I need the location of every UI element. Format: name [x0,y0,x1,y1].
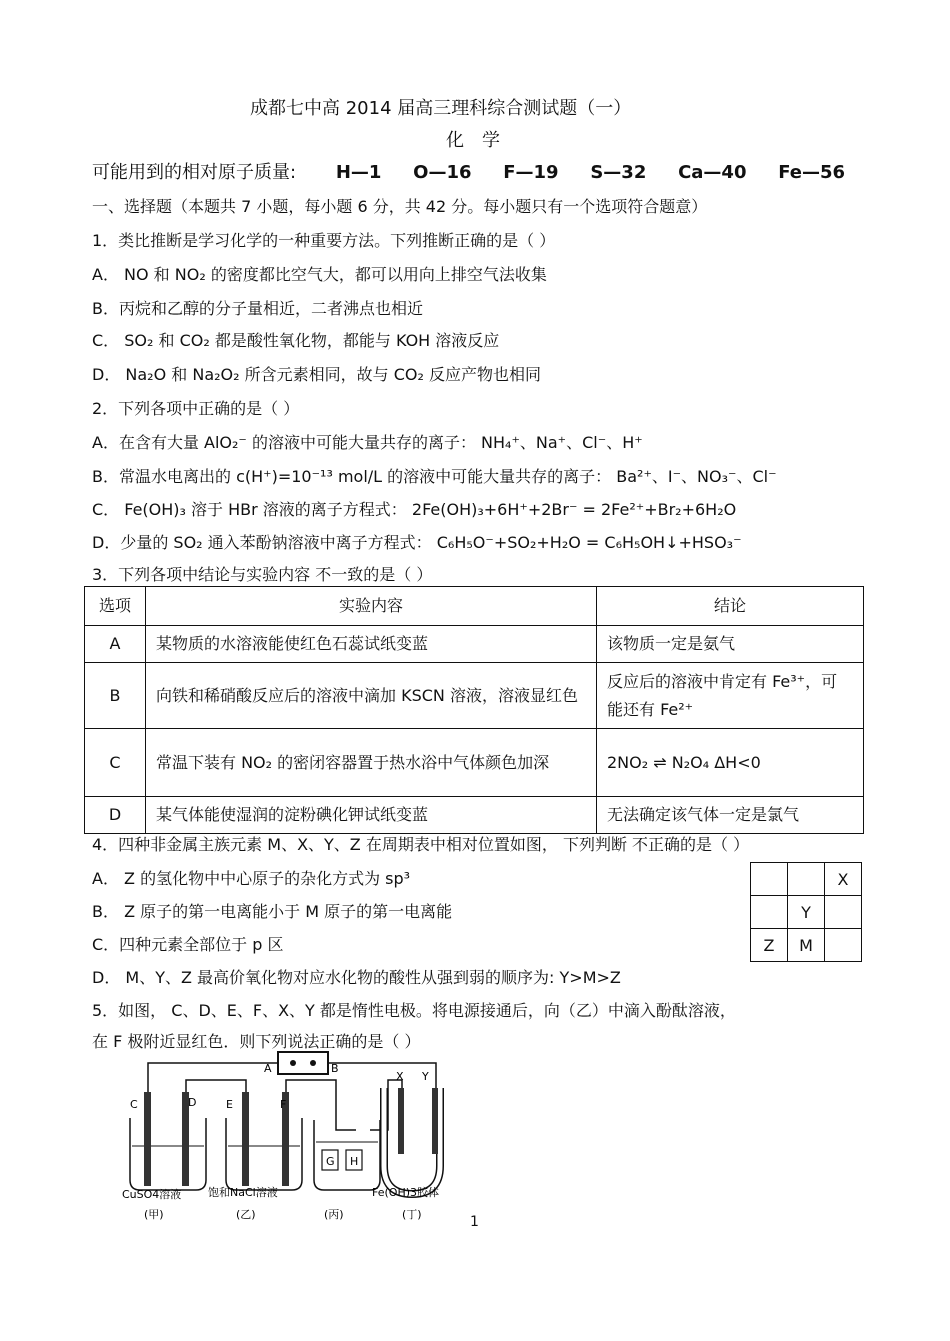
q1-option-c: C． SO₂ 和 CO₂ 都是酸性氧化物，都能与 KOH 溶液反应 [92,331,500,350]
q3-stem: 3．下列各项中结论与实验内容 不一致的是（ ） [92,565,433,584]
mass-o: O—16 [413,162,472,183]
caption-ding: (丁) [402,1208,422,1221]
q5-stem-line2: 在 F 极附近显红色．则下列说法正确的是（ ） [92,1032,421,1051]
caption-yi: (乙) [236,1208,256,1221]
row-content: 向铁和稀硝酸反应后的溶液中滴加 KSCN 溶液，溶液显红色 [146,663,597,729]
table-row [85,626,864,663]
terminal-a-icon [290,1060,296,1066]
page-number: 1 [470,1214,479,1230]
grid-cell-z: Z [751,929,788,962]
label-h: H [350,1155,359,1168]
mass-f: F—19 [503,162,559,183]
label-f: F [280,1098,287,1111]
label-c: C [130,1098,138,1111]
q3-table [84,586,864,834]
caption-jia: (甲) [144,1208,164,1221]
electrode-x [398,1088,404,1154]
grid-cell [825,896,862,929]
row-conclusion: 反应后的溶液中肯定有 Fe³⁺，可能还有 Fe²⁺ [597,663,864,729]
q1-stem: 1．类比推断是学习化学的一种重要方法。下列推断正确的是（ ） [92,231,556,250]
grid-cell-y: Y [788,896,825,929]
q4-option-a: A． Z 的氢化物中中心原子的杂化方式为 sp³ [92,869,411,888]
q4-option-c: C．四种元素全部位于 p 区 [92,935,284,954]
electrode-e [242,1092,249,1186]
grid-cell-x: X [825,863,862,896]
q4-stem: 4．四种非金属主族元素 M、X、Y、Z 在周期表中相对位置如图， 下列判断 不正确的是（ ） [92,835,750,854]
u-tube [384,1088,440,1194]
row-conclusion: 无法确定该气体一定是氯气 [597,797,864,834]
mass-fe: Fe—56 [778,162,846,183]
q5-stem-line1: 5．如图， C、D、E、F、X、Y 都是惰性电极。将电源接通后，向（乙）中滴入酚酞溶液， [92,1001,736,1020]
atomic-mass-line [92,162,845,184]
subject-title: 化学 [446,130,518,151]
table-row [85,729,864,797]
grid-cell [751,863,788,896]
q2-option-b: B．常温水电离出的 c(H⁺)=10⁻¹³ mol/L 的溶液中可能大量共存的离子： Ba²⁺、I⁻、NO₃⁻、Cl⁻ [92,467,777,486]
caption-nacl: 饱和NaCl溶液 [208,1186,278,1199]
grid-cell [788,863,825,896]
q1-option-a: A． NO 和 NO₂ 的密度都比空气大，都可以用向上排空气法收集 [92,265,547,284]
periodic-table-fragment [750,862,862,962]
label-b: B [331,1062,339,1075]
electrolysis-apparatus-diagram [118,1050,478,1225]
mass-ca: Ca—40 [678,162,747,183]
q4-option-d: D． M、Y、Z 最高价氧化物对应水化物的酸性从强到弱的顺序为: Y>M>Z [92,968,621,987]
table-header-row [85,587,864,626]
q1-option-d: D． Na₂O 和 Na₂O₂ 所含元素相同，故与 CO₂ 反应产物也相同 [92,365,541,384]
section-heading: 一、选择题（本题共 7 小题，每小题 6 分，共 42 分。每小题只有一个选项符合题意） [92,197,708,216]
table-row [85,663,864,729]
header-option: 选项 [85,587,146,626]
header-content: 实验内容 [146,587,597,626]
header-conclusion: 结论 [597,587,864,626]
terminal-b-icon [310,1060,316,1066]
row-conclusion: 2NO₂ ⇌ N₂O₄ ΔH<0 [597,729,864,797]
q2-option-a: A．在含有大量 AlO₂⁻ 的溶液中可能大量共存的离子： NH₄⁺、Na⁺、Cl⁻、H⁺ [92,433,643,452]
row-option: C [85,729,146,797]
label-g: G [326,1155,335,1168]
row-content: 某物质的水溶液能使红色石蕊试纸变蓝 [146,626,597,663]
row-option: A [85,626,146,663]
row-option: B [85,663,146,729]
label-a: A [264,1062,272,1075]
beaker-yi [226,1118,302,1190]
grid-cell [825,929,862,962]
row-content: 某气体能使湿润的淀粉碘化钾试纸变蓝 [146,797,597,834]
q2-option-d: D．少量的 SO₂ 通入苯酚钠溶液中离子方程式： C₆H₅O⁻+SO₂+H₂O = C₆H₅OH↓+HSO₃⁻ [92,533,742,552]
atomic-mass-label: 可能用到的相对原子质量: [92,162,297,183]
row-content: 常温下装有 NO₂ 的密闭容器置于热水浴中气体颜色加深 [146,729,597,797]
caption-cuso4: CuSO4溶液 [122,1188,182,1201]
q2-stem: 2．下列各项中正确的是（ ） [92,399,300,418]
q1-option-b: B．丙烷和乙醇的分子量相近，二者沸点也相近 [92,299,423,318]
table-row [85,797,864,834]
grid-cell-m: M [788,929,825,962]
paper-title: 成都七中高 2014 届高三理科综合测试题（一） [250,98,632,119]
caption-feoh3: Fe(OH)3胶体 [372,1186,440,1199]
label-d: D [188,1096,197,1109]
power-source [278,1052,328,1074]
row-conclusion: 该物质一定是氨气 [597,626,864,663]
label-e: E [226,1098,233,1111]
electrode-c [144,1092,151,1186]
row-option: D [85,797,146,834]
mass-s: S—32 [590,162,647,183]
electrode-y [432,1088,438,1154]
beaker-jia [130,1118,206,1190]
q2-option-c: C． Fe(OH)₃ 溶于 HBr 溶液的离子方程式： 2Fe(OH)₃+6H⁺+2Br⁻ = 2Fe²⁺+Br₂+6H₂O [92,500,737,519]
grid-cell [751,896,788,929]
mass-h: H—1 [335,162,382,183]
q4-option-b: B． Z 原子的第一电离能小于 M 原子的第一电离能 [92,902,453,921]
label-x: X [396,1070,404,1083]
caption-bing: (丙) [324,1208,344,1221]
label-y: Y [422,1070,429,1083]
